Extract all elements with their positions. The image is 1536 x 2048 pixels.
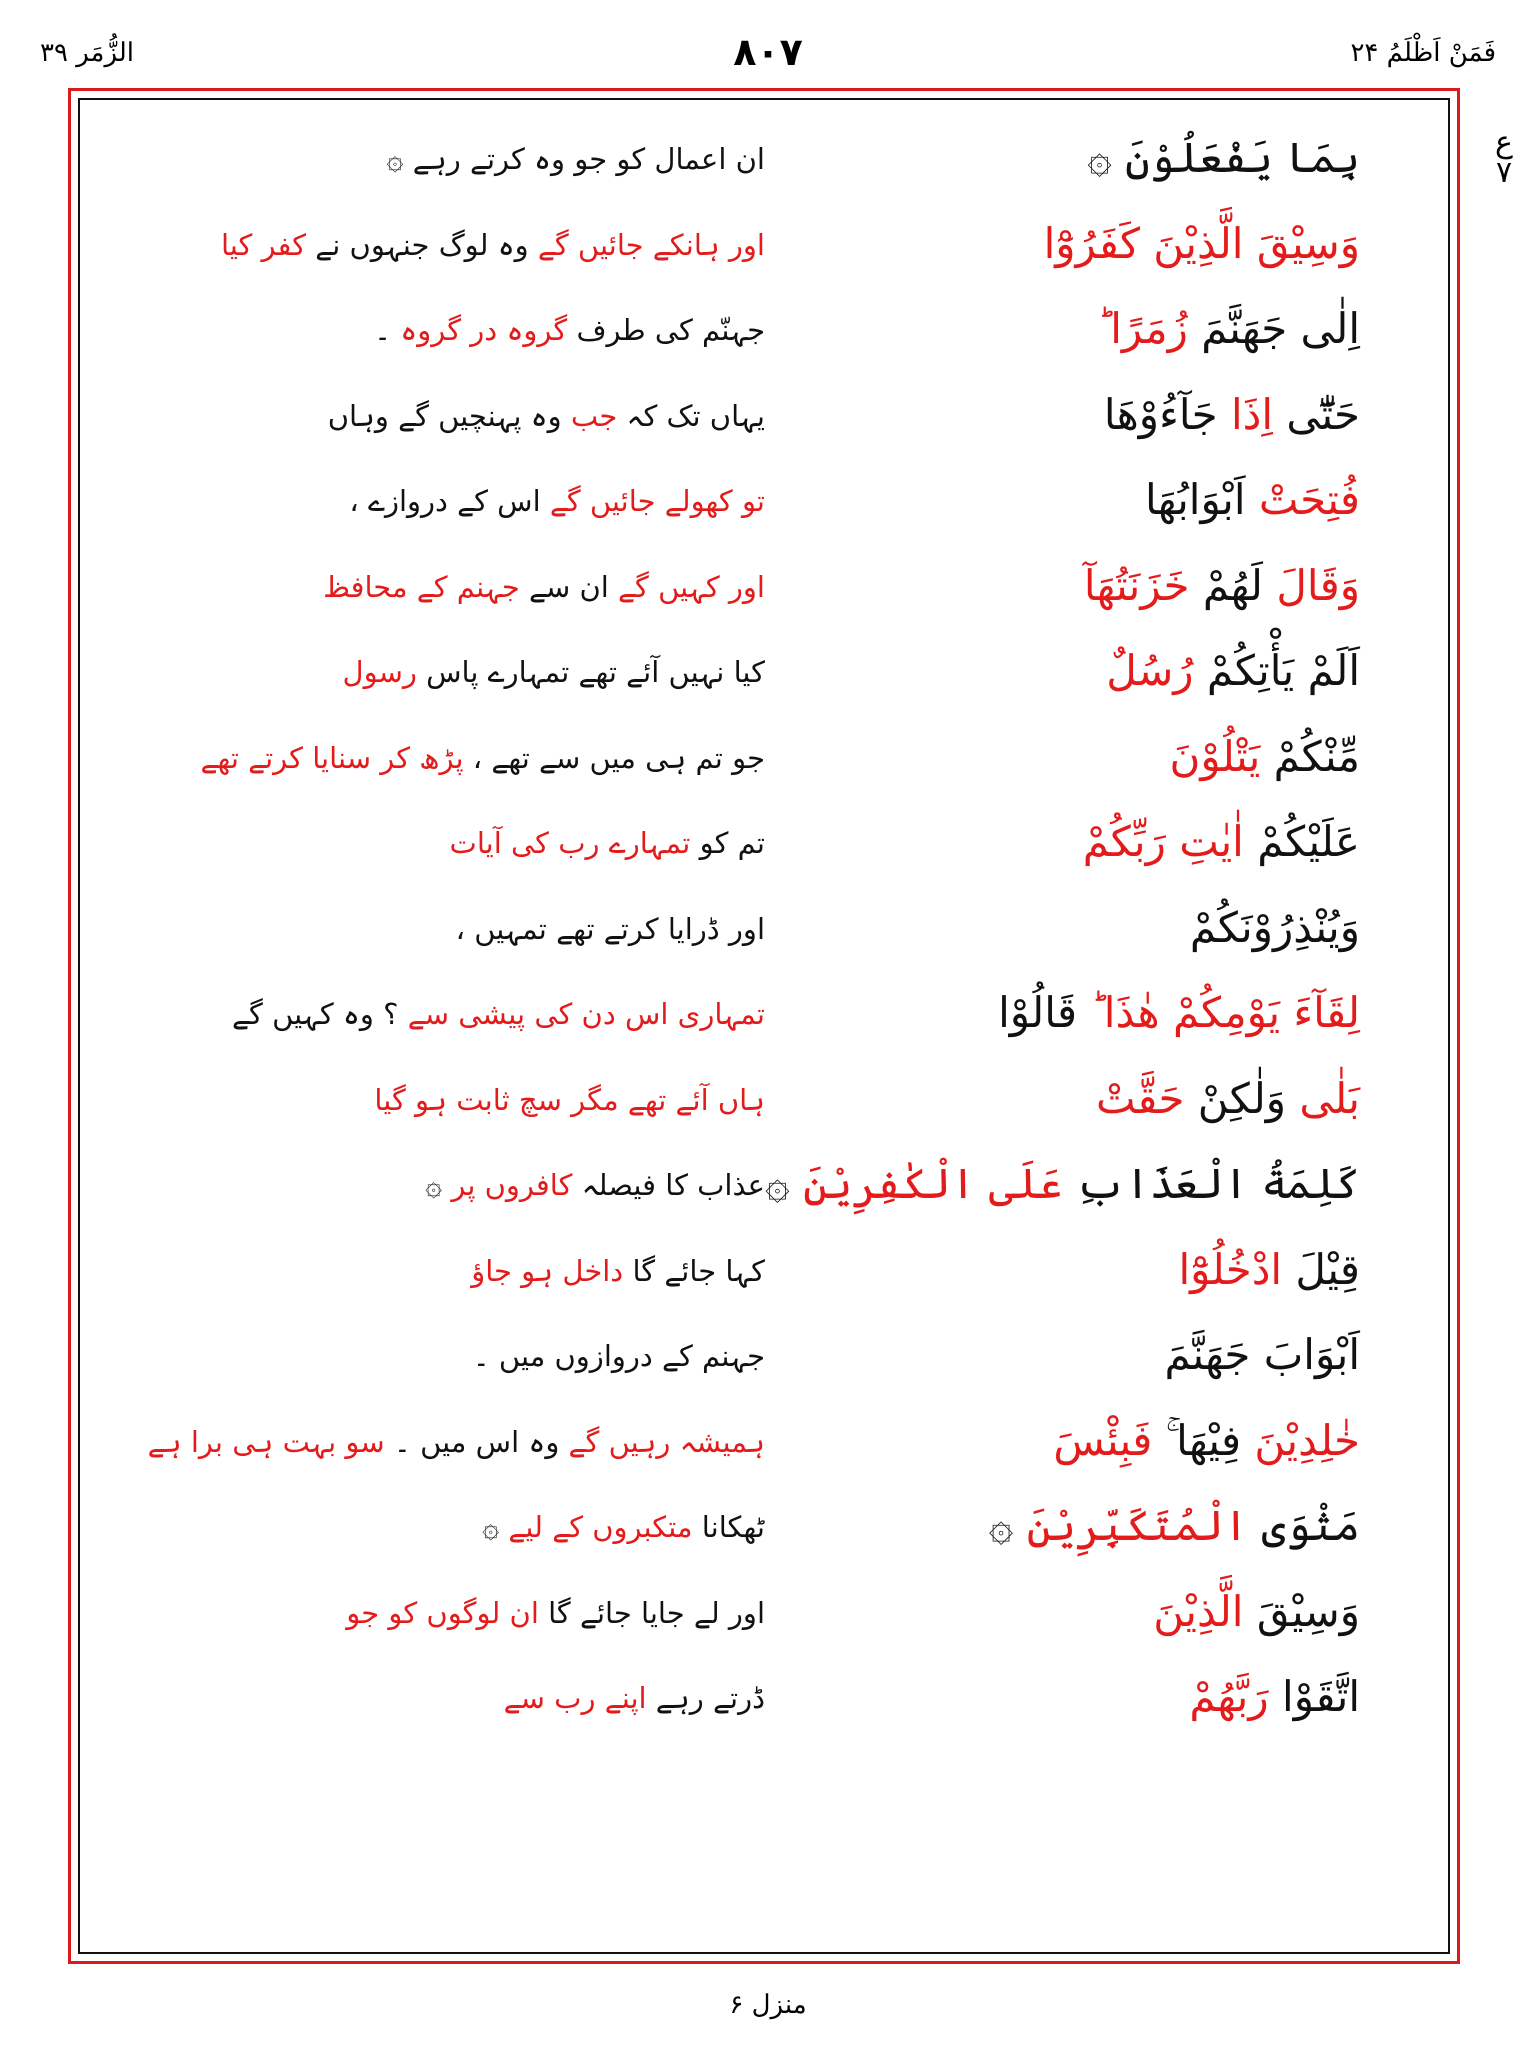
urdu-translation [165,989,765,1039]
urdu-translation [165,220,765,270]
arabic-segment: فَبِئْسَ [1053,1415,1153,1465]
arabic-segment: مِّنْكُمْ [1260,731,1360,781]
surah-name: الزُّمَر ۳۹ [40,38,134,68]
urdu-segment: گروہ در گروہ [391,313,568,347]
arabic-segment: فُتِحَتْ [1245,475,1360,524]
arabic-segment: اَلَمْ يَأْتِكُمْ [1193,646,1360,695]
arabic-text [720,1665,1360,1729]
arabic-segment: اِذَا [1217,389,1273,439]
urdu-segment: ۞ [425,1168,452,1202]
urdu-segment: کیا نہیں آئے تھے تمہارے پاس [416,655,765,689]
urdu-segment: تمہارے رب کی آیات [449,826,691,860]
urdu-segment: ان لوگوں کو جو [346,1595,539,1630]
arabic-text [720,1238,1360,1302]
urdu-translation [165,1246,765,1296]
arabic-text [720,126,1360,190]
page-header [0,28,1536,88]
urdu-segment: وہ [519,1424,560,1459]
arabic-segment: كَلِمَةُ الْعَذَابِ [1062,1159,1360,1208]
arabic-text [720,1152,1360,1216]
arabic-text [720,1580,1360,1644]
verse-line [78,804,1450,890]
urdu-segment: کافروں پر [451,1168,573,1202]
urdu-translation [165,1588,765,1638]
arabic-segment: عَلَى الْكٰفِرِيْنَ [803,1159,1063,1208]
arabic-segment: حَقَّتْ [1095,1073,1185,1123]
arabic-segment: وَقَالَ [1262,560,1360,610]
urdu-segment: پڑھ کر سنایا کرتے تھے [200,740,464,775]
verse-line [78,1232,1450,1318]
arabic-text [720,554,1360,618]
urdu-translation [165,562,765,612]
arabic-segment: حَتّٰٓى [1273,389,1360,439]
arabic-segment: زُمَرًا ؕ [1096,304,1188,353]
urdu-segment: ان سے [519,569,609,604]
arabic-text [720,981,1360,1045]
urdu-segment: کفر کیا [220,227,307,262]
manzil-footer: منزل ۶ [729,1990,807,2020]
urdu-segment: ۞ [482,1510,509,1544]
urdu-segment: ان اعمال کو جو وہ کرتے رہے ۞ [386,142,765,176]
verse-line [78,975,1450,1061]
urdu-segment: اور ہانکے جائیں گے [528,227,765,262]
ruku-marker-text [1484,125,1524,190]
page-number: ۸۰۷ [733,30,803,74]
verse-line [78,1403,1450,1489]
urdu-translation [165,733,765,783]
urdu-segment: اپنے رب سے [503,1681,647,1715]
urdu-segment: ۔ [374,313,392,347]
verse-line [78,1061,1450,1147]
verse-line [78,1574,1450,1660]
arabic-text [720,639,1360,703]
urdu-translation [165,1331,765,1381]
urdu-segment: اس کے دروازے ، [349,484,541,518]
arabic-text [720,896,1360,960]
urdu-segment: متکبروں کے لیے [508,1510,693,1544]
urdu-segment: جو تم ہی میں سے تھے ، [463,740,765,775]
arabic-segment: وَسِيْقَ [1243,1586,1360,1636]
arabic-text [720,725,1360,789]
urdu-translation [165,1502,765,1552]
urdu-translation [165,1673,765,1723]
verse-line [78,633,1450,719]
arabic-segment: الْمُتَكَبِّرِيْنَ [1026,1501,1249,1550]
arabic-segment: لِقَآءَ يَوْمِكُمْ هٰذَا [1090,988,1360,1037]
arabic-text [720,297,1360,361]
arabic-segment: ۞ [988,1501,1027,1550]
urdu-segment: وہ پہنچیں گے وہاں [327,398,562,433]
verse-line [78,462,1450,548]
arabic-segment: لَهُمْ [1189,560,1263,610]
urdu-segment: یہاں تک کہ [617,398,765,433]
urdu-segment: جب [561,398,618,433]
arabic-segment: خَزَنَتُهَآ [1083,560,1190,610]
ruku-marker-part: ۷ [1495,155,1513,190]
verse-lines [78,120,1450,1745]
urdu-translation [165,647,765,697]
urdu-segment: تو کھولے جائیں گے [540,484,765,518]
arabic-segment: يَتْلُوْنَ [1169,731,1261,781]
arabic-segment: عَلَيْكُمْ [1243,817,1360,866]
urdu-translation [165,391,765,441]
urdu-segment: وہ لوگ جنہوں نے [306,227,529,262]
verse-line [78,1488,1450,1574]
verse-line [78,1659,1450,1745]
urdu-segment: جہنم کے محافظ [323,569,520,604]
arabic-segment: اِلٰى جَهَنَّمَ [1187,304,1360,353]
urdu-segment: ؟ وہ کہیں گے [232,997,399,1031]
urdu-translation [147,1417,765,1467]
arabic-segment: اَبْوَابَ جَهَنَّمَ [1164,1330,1360,1379]
verse-line [78,719,1450,805]
arabic-text [720,468,1360,532]
arabic-segment: وَلٰكِنْ [1184,1073,1287,1123]
arabic-segment: بِمَا يَفْعَلُوْنَ ۞ [1087,133,1360,182]
urdu-segment: جہنم کے دروازوں میں ۔ [472,1339,765,1373]
arabic-segment: وَيُنْذِرُوْنَكُمْ [1189,902,1360,952]
arabic-segment: بَلٰى [1286,1073,1360,1123]
urdu-segment: تم کو [690,826,765,860]
arabic-text [720,383,1360,447]
arabic-text [720,1409,1360,1473]
arabic-text [720,810,1360,874]
arabic-segment: اتَّقَوْا [1268,1672,1360,1721]
verse-line [78,1146,1450,1232]
arabic-segment: اٰيٰتِ رَبِّكُمْ [1082,817,1244,866]
verse-line [78,548,1450,634]
urdu-segment: ڈرتے رہے [646,1681,765,1715]
urdu-translation [165,476,765,526]
verse-line [78,1317,1450,1403]
arabic-segment: رَبَّهُمْ [1189,1672,1269,1721]
juz-name: فَمَنْ اَظْلَمُ ۲۴ [1350,38,1496,68]
urdu-translation [165,1075,765,1125]
arabic-segment: ۞ [765,1159,804,1208]
arabic-segment: خٰلِدِيْنَ [1241,1415,1360,1465]
arabic-text [720,1323,1360,1387]
arabic-segment: فِيْهَا ۚ [1152,1415,1242,1465]
arabic-segment: ؕ قَالُوْا [998,988,1091,1037]
urdu-segment: ہمیشہ رہیں گے [559,1424,765,1459]
urdu-segment: اور لے جایا جائے گا [538,1595,765,1630]
urdu-segment: اور کہیں گے [608,569,765,604]
arabic-segment: قِيْلَ [1282,1244,1360,1294]
arabic-segment: الَّذِيْنَ [1153,1586,1244,1636]
urdu-translation [165,818,765,868]
arabic-segment: ادْخُلُوْٓا [1178,1244,1283,1294]
arabic-segment: اَبْوَابُهَا [1144,475,1246,524]
urdu-segment: عذاب کا فیصلہ [572,1168,765,1202]
urdu-translation [165,1160,765,1210]
verse-line [78,206,1450,292]
verse-line [78,120,1450,206]
urdu-segment: کہا جائے گا [623,1253,765,1288]
verse-line [78,291,1450,377]
urdu-segment: جہنّم کی طرف [567,313,765,347]
urdu-segment: تمہاری اس دن کی پیشی سے [398,997,765,1031]
arabic-segment: جَآءُوْهَا [1103,389,1218,439]
urdu-segment: ٹھکانا [692,1510,765,1544]
urdu-translation [165,134,765,184]
urdu-translation [165,904,765,954]
arabic-text [720,1494,1360,1558]
arabic-segment: رُسُلٌ [1106,646,1194,695]
verse-line [78,890,1450,976]
urdu-segment: اس میں ۔ [384,1424,520,1459]
verse-line [78,377,1450,463]
arabic-text [720,1067,1360,1131]
ruku-marker-part: ع [1495,125,1513,160]
urdu-segment: داخل ہو جاؤ [471,1253,624,1288]
arabic-text [720,212,1360,276]
urdu-segment: اور ڈرایا کرتے تھے تمہیں ، [455,911,765,946]
ruku-marker [1484,125,1524,190]
urdu-segment: رسول [342,655,417,689]
arabic-segment: وَسِيْقَ الَّذِيْنَ كَفَرُوْٓا [1043,218,1360,268]
urdu-translation [165,305,765,355]
urdu-segment: ہاں آئے تھے مگر سچ ثابت ہو گیا [374,1082,765,1117]
arabic-segment: مَثْوَى [1248,1501,1360,1550]
urdu-segment: سو بہت ہی برا ہے [147,1424,385,1459]
